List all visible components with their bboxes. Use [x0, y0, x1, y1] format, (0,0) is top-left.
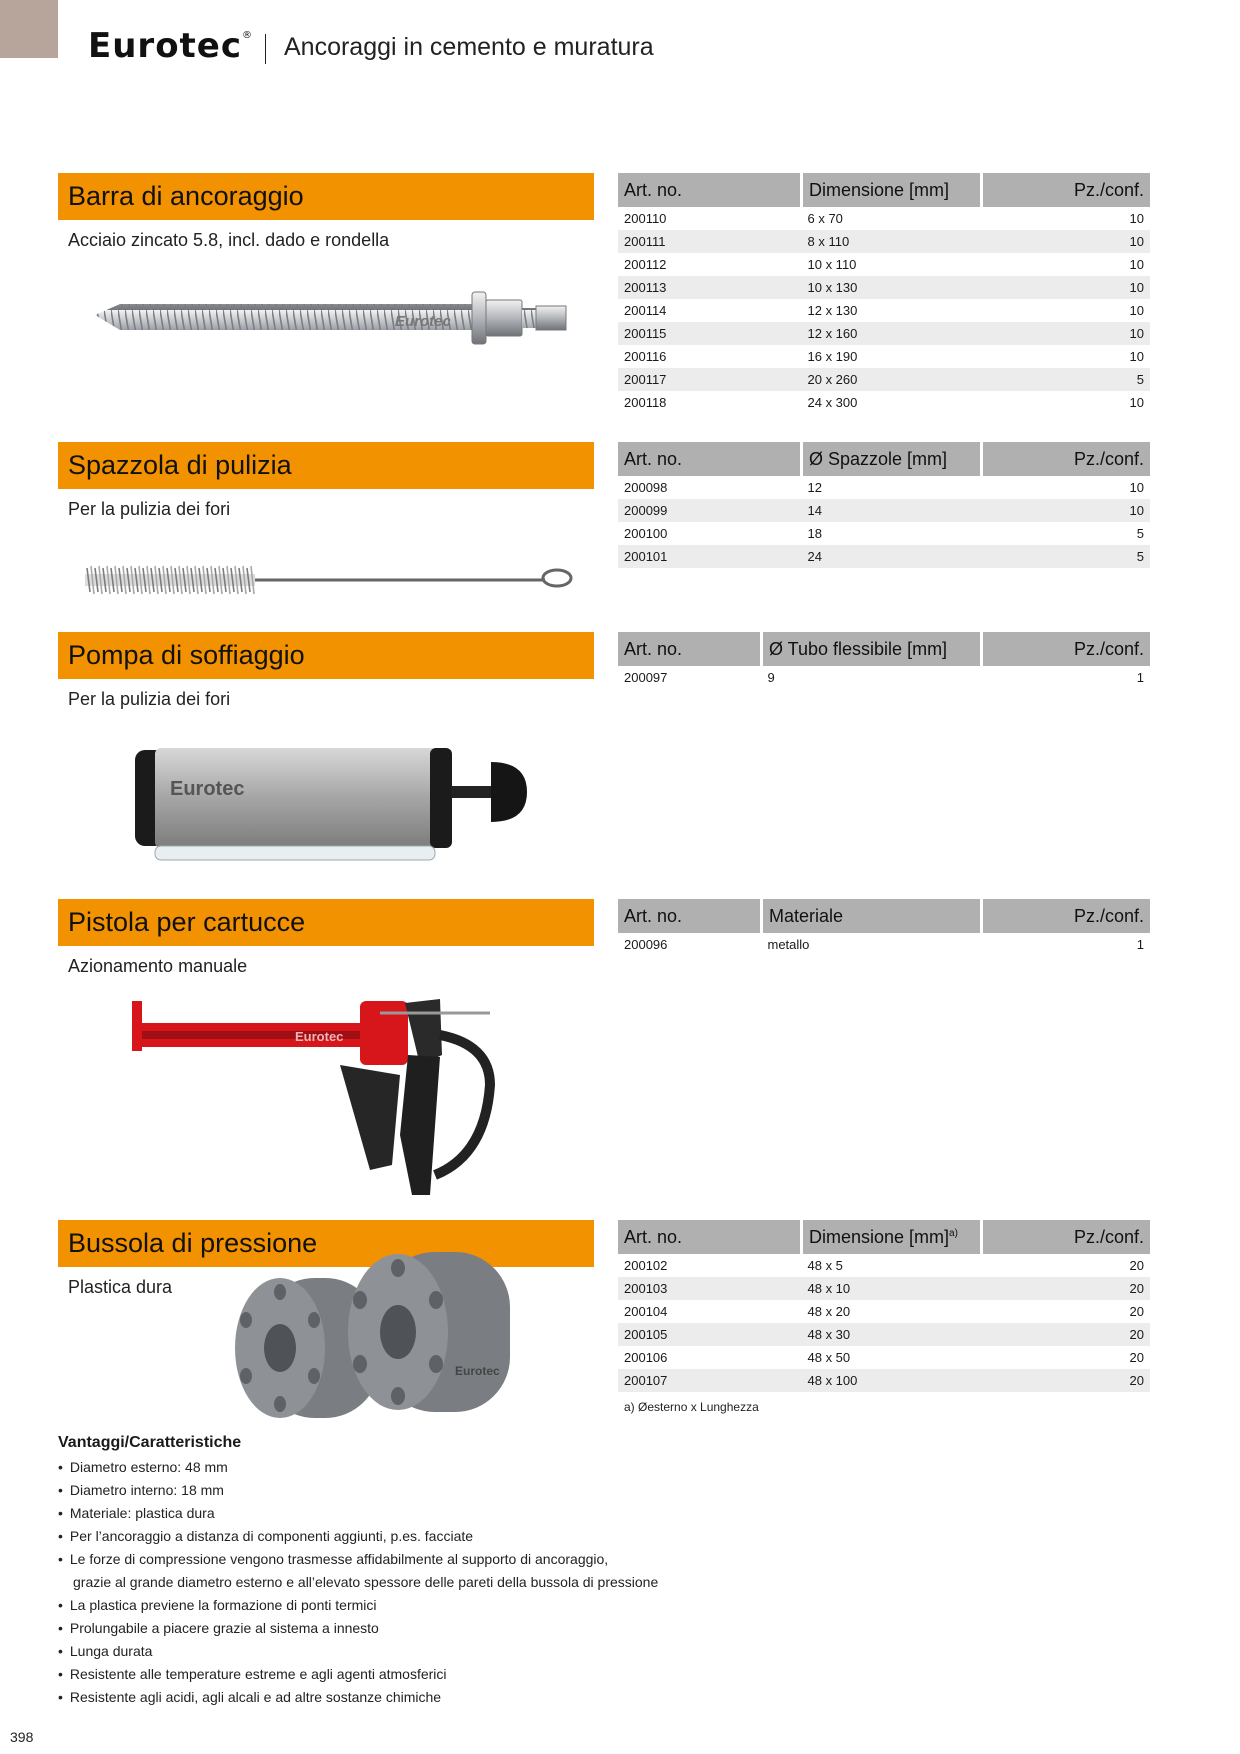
feature-text: Lunga durata	[69, 1643, 153, 1659]
table-row	[618, 476, 1150, 499]
table-header-row	[618, 632, 1150, 666]
cell-pcs: 10	[982, 322, 1151, 345]
cell-art-no: 200098	[618, 476, 802, 499]
features-title: Vantaggi/Caratteristiche	[58, 1434, 242, 1451]
bullet-icon: •	[58, 1528, 63, 1544]
features-list	[58, 1456, 658, 1709]
cell-value: 48 x 20	[802, 1300, 982, 1323]
cleaning-brush-image	[85, 560, 575, 600]
table-footnote: a) Øesterno x Lunghezza	[624, 1400, 759, 1414]
feature-item	[58, 1548, 658, 1594]
cell-art-no: 200106	[618, 1346, 802, 1369]
cell-value: 12	[802, 476, 982, 499]
footnote-marker: a)	[949, 1227, 958, 1239]
table-body	[618, 666, 1150, 689]
feature-text-continued: grazie al grande diametro esterno e all’elevato spessore delle pareti della bussola di pressione	[73, 1574, 659, 1590]
col-art-no: Art. no.	[618, 632, 762, 666]
cell-art-no: 200104	[618, 1300, 802, 1323]
cell-value: 48 x 10	[802, 1277, 982, 1300]
table-header-row	[618, 899, 1150, 933]
cell-value: 48 x 5	[802, 1254, 982, 1277]
cell-value: 14	[802, 499, 982, 522]
table-row	[618, 253, 1150, 276]
cell-value: 10 x 110	[802, 253, 982, 276]
section-subtitle-blow-pump: Per la pulizia dei fori	[68, 689, 231, 709]
cell-value: 16 x 190	[802, 345, 982, 368]
cell-art-no: 200103	[618, 1277, 802, 1300]
col-art-no: Art. no.	[618, 442, 802, 476]
table-row	[618, 545, 1150, 568]
feature-item	[58, 1663, 658, 1686]
cell-value: 24 x 300	[802, 391, 982, 414]
cell-pcs: 10	[982, 476, 1151, 499]
feature-text: Diametro esterno: 48 mm	[69, 1459, 228, 1475]
blow-pump-image	[135, 742, 555, 872]
col-art-no: Art. no.	[618, 1220, 802, 1254]
cell-pcs: 10	[982, 391, 1151, 414]
bullet-icon: •	[58, 1643, 63, 1659]
table-body	[618, 933, 1150, 956]
table-row	[618, 933, 1150, 956]
feature-text: Resistente alle temperature estreme e agli agenti atmosferici	[69, 1666, 447, 1682]
table-row	[618, 345, 1150, 368]
header-separator	[265, 34, 266, 64]
feature-text: Prolungabile a piacere grazie al sistema a innesto	[69, 1620, 379, 1636]
cell-art-no: 200117	[618, 368, 802, 391]
table-row	[618, 1277, 1150, 1300]
table-row	[618, 207, 1150, 230]
cartridge-gun-image	[130, 995, 530, 1205]
eurotec-logo: Eurotec®	[88, 26, 254, 66]
cell-art-no: 200110	[618, 207, 802, 230]
table-row	[618, 230, 1150, 253]
page-title: Ancoraggi in cemento e muratura	[284, 33, 654, 61]
bullet-icon: •	[58, 1505, 63, 1521]
cell-pcs: 10	[982, 276, 1151, 299]
table-row	[618, 368, 1150, 391]
anchor-rod-image	[90, 280, 580, 360]
table-row	[618, 391, 1150, 414]
table-header-row	[618, 173, 1150, 207]
col-pcs: Pz./conf.	[982, 899, 1151, 933]
feature-text: Materiale: plastica dura	[69, 1505, 215, 1521]
section-title-cartridge-gun: Pistola per cartucce	[58, 899, 594, 946]
table-row	[618, 1254, 1150, 1277]
col-art-no: Art. no.	[618, 899, 762, 933]
cell-art-no: 200114	[618, 299, 802, 322]
table-anchor-rod	[618, 173, 1150, 414]
bullet-icon: •	[58, 1689, 63, 1705]
cell-art-no: 200102	[618, 1254, 802, 1277]
col-brush-diameter: Ø Spazzole [mm]	[802, 442, 982, 476]
bullet-icon: •	[58, 1597, 63, 1613]
feature-item	[58, 1594, 658, 1617]
cell-pcs: 20	[982, 1254, 1151, 1277]
table-row	[618, 1346, 1150, 1369]
feature-item	[58, 1456, 658, 1479]
cell-art-no: 200113	[618, 276, 802, 299]
cell-art-no: 200099	[618, 499, 802, 522]
feature-item	[58, 1640, 658, 1663]
cell-pcs: 20	[982, 1369, 1151, 1392]
table-cleaning-brush	[618, 442, 1150, 568]
cell-art-no: 200111	[618, 230, 802, 253]
bullet-icon: •	[58, 1459, 63, 1475]
table-blow-pump	[618, 632, 1150, 689]
cell-value: 10 x 130	[802, 276, 982, 299]
table-body	[618, 1254, 1150, 1392]
cell-pcs: 20	[982, 1346, 1151, 1369]
anchor-rod-engraving: Eurotec	[395, 313, 451, 330]
pressure-sleeve-image	[220, 1250, 520, 1430]
cartridge-gun-engraving: Eurotec	[295, 1029, 344, 1044]
table-row	[618, 1300, 1150, 1323]
cell-pcs: 10	[982, 499, 1151, 522]
cell-art-no: 200115	[618, 322, 802, 345]
col-pcs: Pz./conf.	[982, 632, 1151, 666]
cell-value: 12 x 160	[802, 322, 982, 345]
table-header-row	[618, 442, 1150, 476]
feature-text: La plastica previene la formazione di ponti termici	[69, 1597, 377, 1613]
section-subtitle-cleaning-brush: Per la pulizia dei fori	[68, 499, 231, 519]
section-subtitle-pressure-sleeve: Plastica dura	[68, 1277, 173, 1297]
table-cartridge-gun	[618, 899, 1150, 956]
feature-text: Per l’ancoraggio a distanza di componenti aggiunti, p.es. facciate	[69, 1528, 474, 1544]
feature-item	[58, 1479, 658, 1502]
cell-pcs: 5	[982, 545, 1151, 568]
bullet-icon: •	[58, 1666, 63, 1682]
cell-value: metallo	[762, 933, 982, 956]
feature-text: Resistente agli acidi, agli alcali e ad altre sostanze chimiche	[69, 1689, 442, 1705]
cell-art-no: 200101	[618, 545, 802, 568]
cell-value: 48 x 30	[802, 1323, 982, 1346]
cell-art-no: 200116	[618, 345, 802, 368]
table-row	[618, 276, 1150, 299]
cell-pcs: 20	[982, 1277, 1151, 1300]
table-row	[618, 499, 1150, 522]
col-pcs: Pz./conf.	[982, 1220, 1151, 1254]
section-title-blow-pump: Pompa di soffiaggio	[58, 632, 594, 679]
cell-art-no: 200118	[618, 391, 802, 414]
section-title-anchor-rod: Barra di ancoraggio	[58, 173, 594, 220]
blow-pump-engraving: Eurotec	[170, 778, 245, 800]
cell-value: 8 x 110	[802, 230, 982, 253]
cell-art-no: 200107	[618, 1369, 802, 1392]
cell-art-no: 200105	[618, 1323, 802, 1346]
table-header-row	[618, 1220, 1150, 1254]
cell-pcs: 10	[982, 253, 1151, 276]
cell-value: 9	[762, 666, 982, 689]
cell-value: 12 x 130	[802, 299, 982, 322]
section-title-cleaning-brush: Spazzola di pulizia	[58, 442, 594, 489]
cell-pcs: 10	[982, 345, 1151, 368]
table-row	[618, 1323, 1150, 1346]
cell-pcs: 10	[982, 230, 1151, 253]
cell-value: 48 x 100	[802, 1369, 982, 1392]
cell-value: 20 x 260	[802, 368, 982, 391]
col-pcs: Pz./conf.	[982, 173, 1151, 207]
col-dimension: Dimensione [mm]	[802, 173, 982, 207]
cell-pcs: 20	[982, 1323, 1151, 1346]
feature-item	[58, 1525, 658, 1548]
section-subtitle-cartridge-gun: Azionamento manuale	[68, 956, 248, 976]
cell-pcs: 1	[982, 666, 1151, 689]
pressure-sleeve-engraving: Eurotec	[455, 1364, 500, 1378]
bullet-icon: •	[58, 1482, 63, 1498]
table-pressure-sleeve	[618, 1220, 1150, 1392]
col-dimension: Dimensione [mm]$^{a)}$	[802, 1220, 982, 1254]
cell-pcs: 1	[982, 933, 1151, 956]
cell-art-no: 200100	[618, 522, 802, 545]
section-subtitle-anchor-rod: Acciaio zincato 5.8, incl. dado e rondella	[68, 230, 390, 250]
col-pcs: Pz./conf.	[982, 442, 1151, 476]
cell-art-no: 200096	[618, 933, 762, 956]
cell-art-no: 200112	[618, 253, 802, 276]
bullet-icon: •	[58, 1551, 63, 1567]
table-row	[618, 322, 1150, 345]
table-body	[618, 476, 1150, 568]
bullet-icon: •	[58, 1620, 63, 1636]
cell-art-no: 200097	[618, 666, 762, 689]
cell-pcs: 10	[982, 207, 1151, 230]
corner-color-block	[0, 0, 58, 58]
cell-value: 6 x 70	[802, 207, 982, 230]
cell-pcs: 10	[982, 299, 1151, 322]
table-row	[618, 299, 1150, 322]
cell-pcs: 5	[982, 522, 1151, 545]
table-row	[618, 666, 1150, 689]
feature-item	[58, 1686, 658, 1709]
col-material: Materiale	[762, 899, 982, 933]
table-row	[618, 522, 1150, 545]
col-hose-diameter: Ø Tubo flessibile [mm]	[762, 632, 982, 666]
table-body	[618, 207, 1150, 414]
page-number: 398	[10, 1729, 34, 1745]
feature-item	[58, 1502, 658, 1525]
cell-pcs: 5	[982, 368, 1151, 391]
section-title-pressure-sleeve: Bussola di pressione	[58, 1220, 594, 1267]
feature-text: Le forze di compressione vengono trasmesse affidabilmente al supporto di ancoraggio,	[69, 1551, 609, 1567]
cell-pcs: 20	[982, 1300, 1151, 1323]
table-row	[618, 1369, 1150, 1392]
cell-value: 18	[802, 522, 982, 545]
cell-value: 48 x 50	[802, 1346, 982, 1369]
feature-text: Diametro interno: 18 mm	[69, 1482, 224, 1498]
col-art-no: Art. no.	[618, 173, 802, 207]
feature-item	[58, 1617, 658, 1640]
cell-value: 24	[802, 545, 982, 568]
